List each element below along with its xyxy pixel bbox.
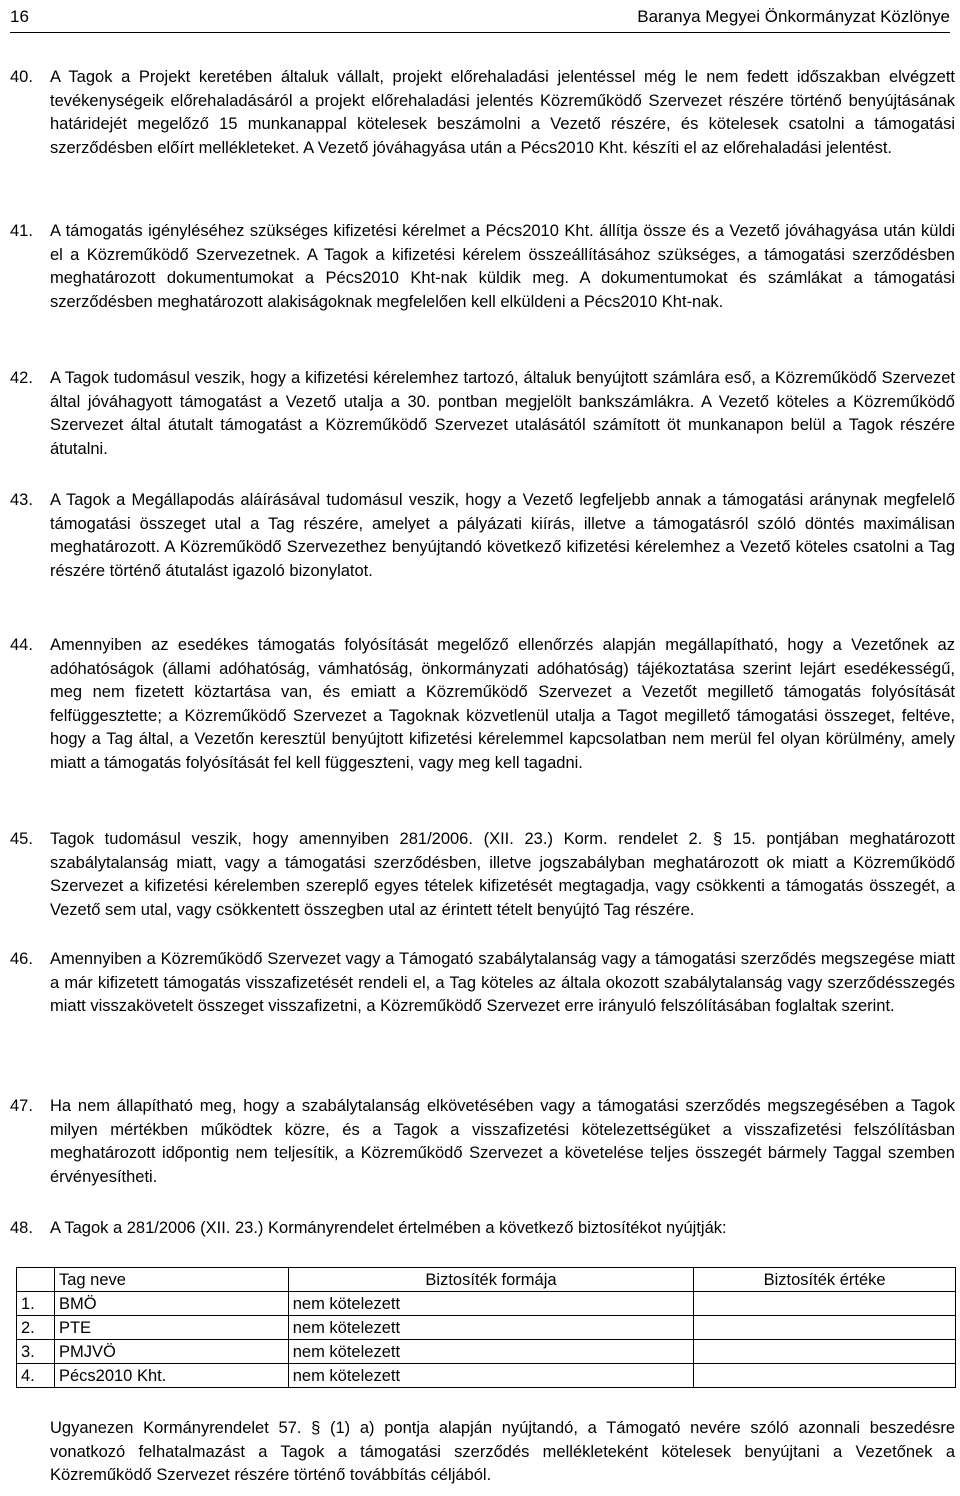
paragraph-47 <box>10 1095 955 1189</box>
cell-index: 3. <box>17 1340 55 1364</box>
header-cell-guarantee-value: Biztosíték értéke <box>694 1268 956 1292</box>
paragraph-48 <box>10 1217 955 1241</box>
table-row <box>17 1340 956 1364</box>
cell-member-name: BMÖ <box>54 1292 288 1316</box>
table-row <box>17 1316 956 1340</box>
cell-guarantee-form: nem kötelezett <box>288 1364 694 1388</box>
paragraph-number: 46. <box>10 950 33 968</box>
paragraph-text: A Tagok a Projekt keretében általuk vállalt, projekt előrehaladási jelentéssel még le nem fedett időszakban elvégzett tevékenységeik előrehaladásáról a projekt előrehaladási jelentés Közreműködő Szervezet részére történő benyújtásának határidejét megelőző 15 munkanappal kötelesek beszámolni a Vezető részére, és kötelesek csatolni a támogatási szerződésben előírt mellékleteket. A Vezető jóváhagyása után a Pécs2010 Kht. készíti el az előrehaladási jelentést. <box>50 68 955 157</box>
page-header <box>10 4 950 33</box>
cell-guarantee-value <box>694 1340 956 1364</box>
paragraph-number: 48. <box>10 1219 33 1237</box>
cell-index: 2. <box>17 1316 55 1340</box>
cell-member-name: PTE <box>54 1316 288 1340</box>
table-header-row <box>17 1268 956 1292</box>
cell-index: 1. <box>17 1292 55 1316</box>
paragraph-40 <box>10 66 955 160</box>
cell-guarantee-value <box>694 1292 956 1316</box>
header-cell-index <box>17 1268 55 1292</box>
page-number: 16 <box>10 7 29 26</box>
cell-guarantee-value <box>694 1316 956 1340</box>
paragraph-number: 42. <box>10 369 33 387</box>
cell-guarantee-value <box>694 1364 956 1388</box>
cell-guarantee-form: nem kötelezett <box>288 1340 694 1364</box>
guarantee-table <box>16 1267 956 1388</box>
paragraph-45 <box>10 828 955 922</box>
publication-title: Baranya Megyei Önkormányzat Közlönye <box>637 7 950 26</box>
paragraph-text: A támogatás igényléséhez szükséges kifizetési kérelmet a Pécs2010 Kht. állítja össze és a Vezető jóváhagyása után küldi el a Közreműködő Szervezetnek. A Tagok a kifizetési kérelem összeállításához szükséges, a támogatási szerződésben meghatározott dokumentumokat a Pécs2010 Kht-nak küldik meg. A dokumentumokat és számlákat a támogatási szerződésben meghatározott alakiságoknak megfelelően kell elküldeni a Pécs2010 Kht-nak. <box>50 222 955 311</box>
cell-index: 4. <box>17 1364 55 1388</box>
paragraph-number: 45. <box>10 830 33 848</box>
paragraph-text: A Tagok tudomásul veszik, hogy a kifizetési kérelemhez tartozó, általuk benyújtott számlára eső, a Közreműködő Szervezet által jóváhagyott támogatást a Vezető utalja a 30. pontban megjelölt bankszámlákra. A Vezető köteles a Közreműködő Szervezet által átutalt támogatást a Közreműködő Szervezet utalásától számított öt munkanapon belül a Tagok részére átutalni. <box>50 369 955 458</box>
paragraph-42 <box>10 367 955 461</box>
table-row <box>17 1292 956 1316</box>
cell-member-name: PMJVÖ <box>54 1340 288 1364</box>
closing-paragraph: Ugyanezen Kormányrendelet 57. § (1) a) pontja alapján nyújtandó, a Támogató nevére szóló azonnali beszedésre vonatkozó felhatalmazást a Tagok a támogatási szerződés mellékleteként kötelesek benyújtani a Vezetőnek a Közreműködő Szervezet részére történő továbbítás céljából. <box>50 1419 955 1485</box>
paragraph-text: Ha nem állapítható meg, hogy a szabálytalanság elkövetésében vagy a támogatási szerződés megszegésében a Tagok milyen mértékben működtek közre, és a Tagok a visszafizetési kötelezettségüket a visszafizetési felszólításban meghatározott időpontig nem teljesítik, a Közreműködő Szervezet a követelése teljes összegét bármely Taggal szemben érvényesítheti. <box>50 1097 955 1186</box>
paragraph-number: 44. <box>10 636 33 654</box>
paragraph-number: 43. <box>10 491 33 509</box>
header-cell-member-name: Tag neve <box>54 1268 288 1292</box>
cell-guarantee-form: nem kötelezett <box>288 1292 694 1316</box>
paragraph-text: Tagok tudomásul veszik, hogy amennyiben 281/2006. (XII. 23.) Korm. rendelet 2. § 15. pontjában meghatározott szabálytalanság miatt, vagy a támogatási szerződésben, illetve jogszabályban meghatározott ok miatt a Közreműködő Szervezet a kifizetési kérelemben szereplő egyes tételek kifizetését megtagadja, vagy csökkenti a támogatás összegét, a Vezető sem utal, vagy csökkentett összegben utal az érintett tételt benyújtó Tag részére. <box>50 830 955 919</box>
paragraph-number: 47. <box>10 1097 33 1115</box>
paragraph-text: A Tagok a Megállapodás aláírásával tudomásul veszik, hogy a Vezető legfeljebb annak a támogatási aránynak megfelelő támogatási összeget utal a Tag részére, amelyet a pályázati kiírás, illetve a támogatásról szóló döntés maximálisan meghatározott. A Közreműködő Szervezethez benyújtandó következő kifizetési kérelemhez a Vezető köteles csatolni a Tag részére történő átutalást igazoló bizonylatot. <box>50 491 955 580</box>
paragraph-number: 41. <box>10 222 33 240</box>
paragraph-46 <box>10 948 955 1019</box>
paragraph-text: Amennyiben az esedékes támogatás folyósítását megelőző ellenőrzés alapján megállapítható, hogy a Vezetőnek az adóhatóságok (állami adóhatóság, vámhatóság, önkormányzati adóhatóság) tájékoztatása szerint lejárt esedékességű, meg nem fizetett köztartása van, és emiatt a Közreműködő Szervezet a Vezetőt megillető támogatás folyósítását felfüggesztette; a Közreműködő Szervezet a Tagoknak közvetlenül utalja a Tagot megillető támogatási összeget, feltéve, hogy a Tag által, a Vezetőn keresztül benyújtott kifizetési kérelemmel kapcsolatban nem merül fel olyan körülmény, amely miatt a támogatás folyósítását fel kell függeszteni, vagy meg kell tagadni. <box>50 636 955 772</box>
paragraph-text: A Tagok a 281/2006 (XII. 23.) Kormányrendelet értelmében a következő biztosítékot nyújtják: <box>50 1219 727 1237</box>
cell-member-name: Pécs2010 Kht. <box>54 1364 288 1388</box>
table-row <box>17 1364 956 1388</box>
paragraph-44 <box>10 634 955 776</box>
paragraph-text: Amennyiben a Közreműködő Szervezet vagy a Támogató szabálytalanság vagy a támogatási szerződés megszegése miatt a már kifizetett támogatás visszafizetését rendeli el, a Tag köteles az általa okozott szabálytalanság vagy szerződésszegés miatt visszakövetelt összeget visszafizetni, a Közreműködő Szervezet erre irányuló felszólításában foglaltak szerint. <box>50 950 955 1016</box>
paragraph-number: 40. <box>10 68 33 86</box>
paragraph-43 <box>10 489 955 583</box>
paragraph-41 <box>10 220 955 314</box>
header-cell-guarantee-form: Biztosíték formája <box>288 1268 694 1292</box>
cell-guarantee-form: nem kötelezett <box>288 1316 694 1340</box>
